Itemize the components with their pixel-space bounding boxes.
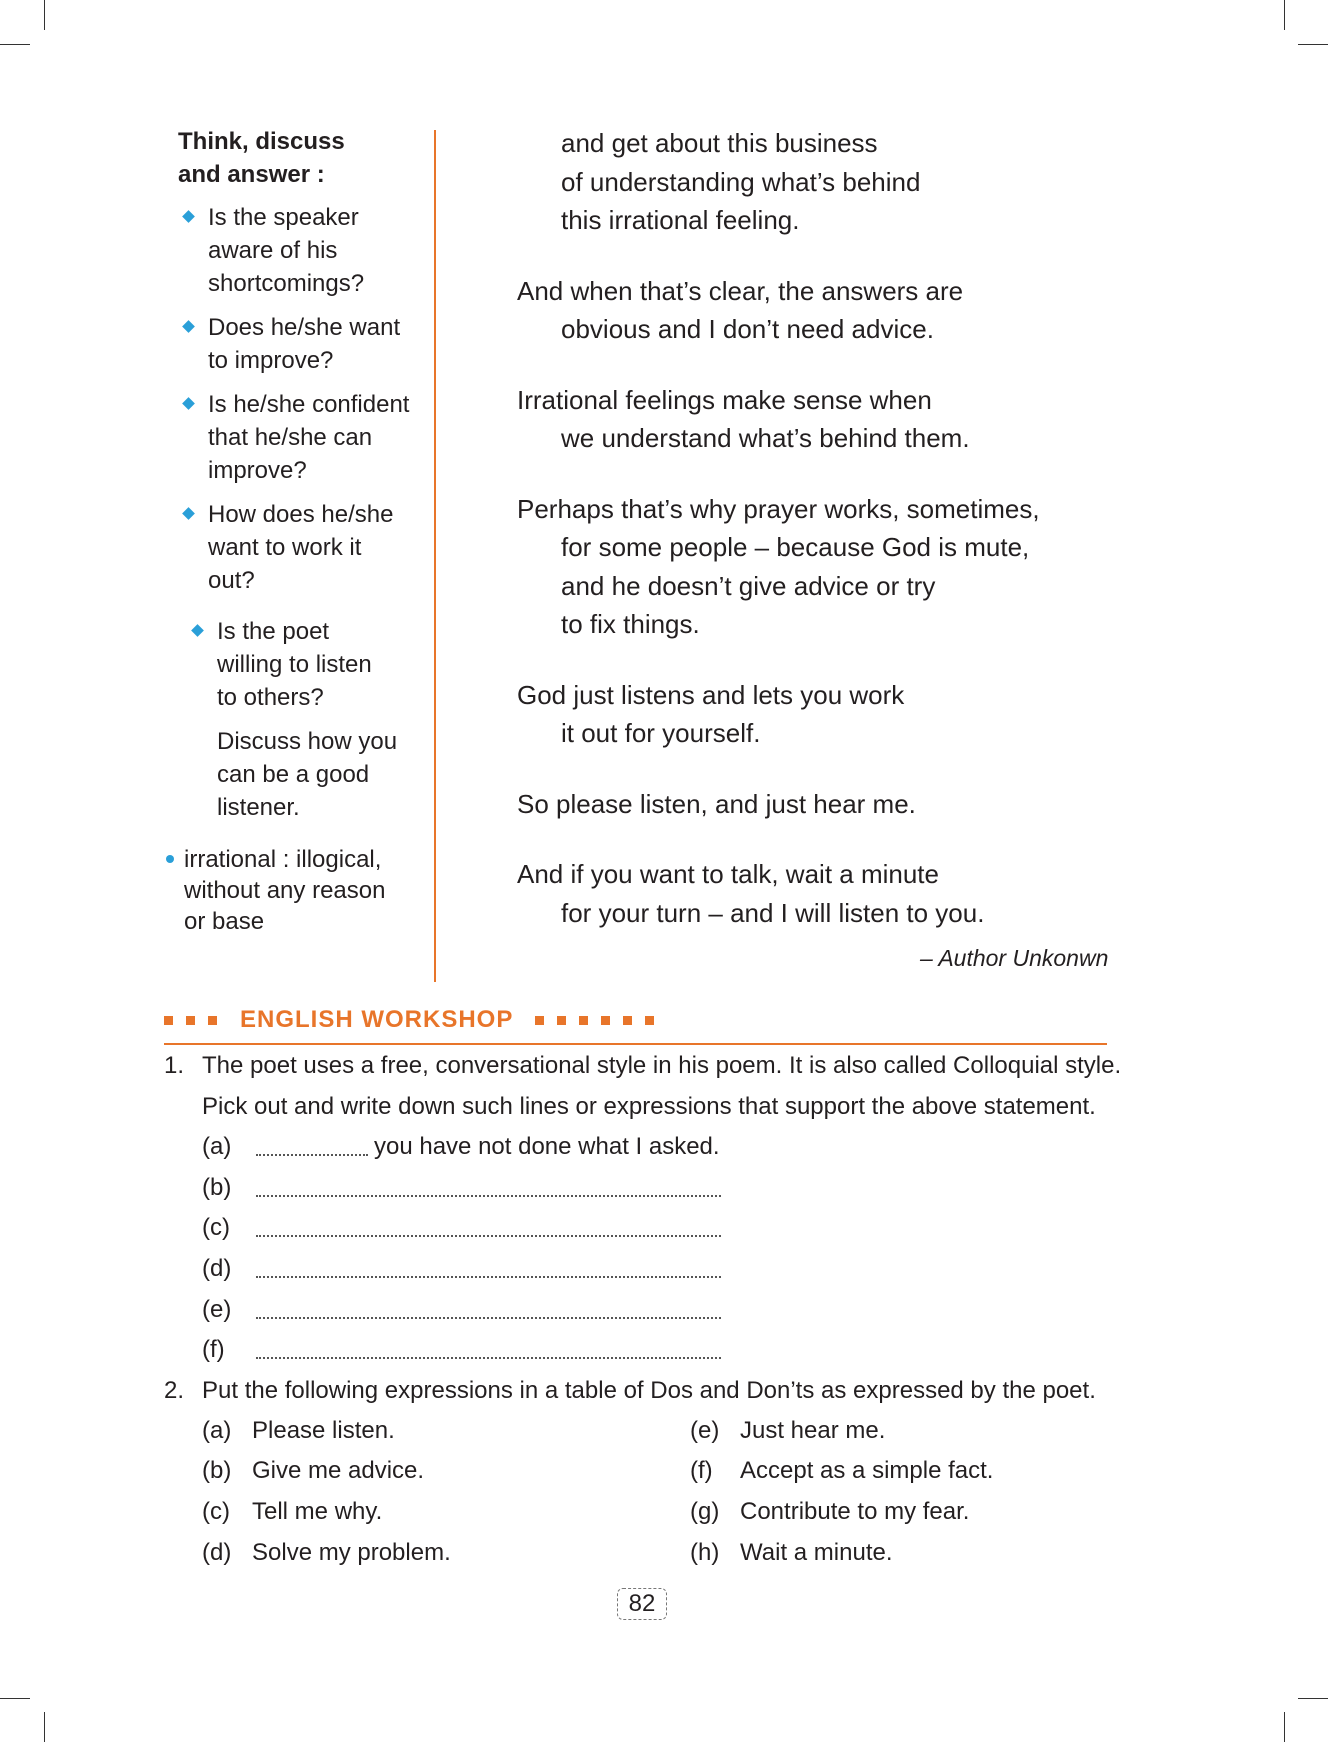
- exercise-number: 1.: [164, 1052, 185, 1079]
- square-bullet-icon: [623, 1016, 632, 1025]
- answer-blank[interactable]: [256, 1357, 721, 1359]
- crop-mark: [1298, 1698, 1328, 1699]
- crop-mark: [44, 1712, 45, 1742]
- answer-blank[interactable]: [256, 1317, 721, 1319]
- answer-item: (c): [164, 1208, 1124, 1249]
- sidebar-heading: Think, discuss and answer :: [178, 128, 345, 188]
- workshop-heading: [164, 1006, 667, 1034]
- poem-stanza: And when that’s clear, the answers are obvious and I don’t need advice.: [517, 275, 964, 344]
- expression-item: (a) Please listen.: [202, 1417, 395, 1444]
- square-bullet-icon: [164, 1016, 173, 1025]
- poem-author: – Author Unkonwn: [920, 945, 1109, 971]
- answer-blank[interactable]: [256, 1195, 721, 1197]
- answer-item: (b): [164, 1168, 1124, 1209]
- diamond-bullet-icon: [182, 210, 195, 223]
- question-item: Is the speaker aware of his shortcomings?: [178, 201, 428, 300]
- answer-item: (f): [164, 1330, 1124, 1371]
- crop-mark: [0, 44, 30, 45]
- poem-stanza: Irrational feelings make sense when we understand what’s behind them.: [517, 384, 970, 453]
- crop-mark: [1284, 1712, 1285, 1742]
- dot-bullet-icon: [166, 855, 174, 863]
- square-bullet-icon: [579, 1016, 588, 1025]
- answer-item: (d): [164, 1249, 1124, 1290]
- question-item: Does he/she want to improve?: [178, 311, 428, 377]
- column-divider: [434, 130, 436, 982]
- expression-item: (h) Wait a minute.: [690, 1539, 893, 1566]
- square-bullet-icon: [208, 1016, 217, 1025]
- question-item: Is he/she confident that he/she can improve?: [178, 388, 428, 487]
- exercise-2: [164, 1370, 1124, 1575]
- square-bullet-icon: [557, 1016, 566, 1025]
- exercise-instruction: The poet uses a free, conversational style in his poem. It is also called Colloquial style.: [202, 1052, 1122, 1079]
- question-item: Is the poet willing to listen to others?: [187, 615, 428, 714]
- crop-mark: [1284, 0, 1285, 30]
- poem-stanza: And if you want to talk, wait a minute for your turn – and I will listen to you.: [517, 859, 985, 928]
- exercise-instruction: Pick out and write down such lines or expressions that support the above statement.: [202, 1093, 1096, 1120]
- diamond-bullet-icon: [191, 624, 204, 637]
- diamond-bullet-icon: [182, 397, 195, 410]
- poem-stanza: Perhaps that’s why prayer works, sometimes, for some people – because God is mute, and he doesn’t give advice or try to fix things.: [517, 493, 1040, 639]
- crop-mark: [44, 0, 45, 30]
- expression-item: (b) Give me advice.: [202, 1457, 425, 1484]
- diamond-bullet-icon: [182, 320, 195, 333]
- poem-stanza: So please listen, and just hear me.: [517, 788, 916, 819]
- answer-blank[interactable]: [256, 1154, 368, 1156]
- crop-mark: [1298, 44, 1328, 45]
- discuss-prompt: Discuss how you can be a good listener.: [217, 728, 398, 821]
- expression-item: (e) Just hear me.: [690, 1417, 886, 1444]
- crop-mark: [0, 1698, 30, 1699]
- answer-blank[interactable]: [256, 1235, 721, 1237]
- poem-stanza: and get about this business of understanding what’s behind this irrational feeling.: [561, 128, 921, 235]
- answer-blank[interactable]: [256, 1276, 721, 1278]
- poem-stanza: God just listens and lets you work it out for yourself.: [517, 679, 905, 748]
- square-bullet-icon: [186, 1016, 195, 1025]
- expression-item: (d) Solve my problem.: [202, 1539, 451, 1566]
- question-item: How does he/she want to work it out?: [178, 498, 428, 597]
- square-bullet-icon: [645, 1016, 654, 1025]
- exercise-instruction: Put the following expressions in a table of Dos and Don’ts as expressed by the poet.: [202, 1377, 1096, 1404]
- expression-item: (f) Accept as a simple fact.: [690, 1457, 994, 1484]
- answer-item: (e): [164, 1290, 1124, 1331]
- workshop-title: ENGLISH WORKSHOP: [240, 1006, 514, 1033]
- glossary-note: irrational : illogical, without any reason or base: [166, 844, 428, 937]
- poem-text: [517, 124, 1117, 964]
- square-bullet-icon: [601, 1016, 610, 1025]
- expression-item: (g) Contribute to my fear.: [690, 1498, 970, 1525]
- page-number: 82: [617, 1588, 667, 1620]
- exercise-1: [164, 1045, 1124, 1371]
- exercise-number: 2.: [164, 1377, 185, 1404]
- answer-item: (a) you have not done what I asked.: [202, 1133, 720, 1160]
- sidebar-questions: [178, 125, 428, 937]
- diamond-bullet-icon: [182, 507, 195, 520]
- expression-item: (c) Tell me why.: [202, 1498, 383, 1525]
- expression-list: [164, 1411, 1124, 1575]
- square-bullet-icon: [535, 1016, 544, 1025]
